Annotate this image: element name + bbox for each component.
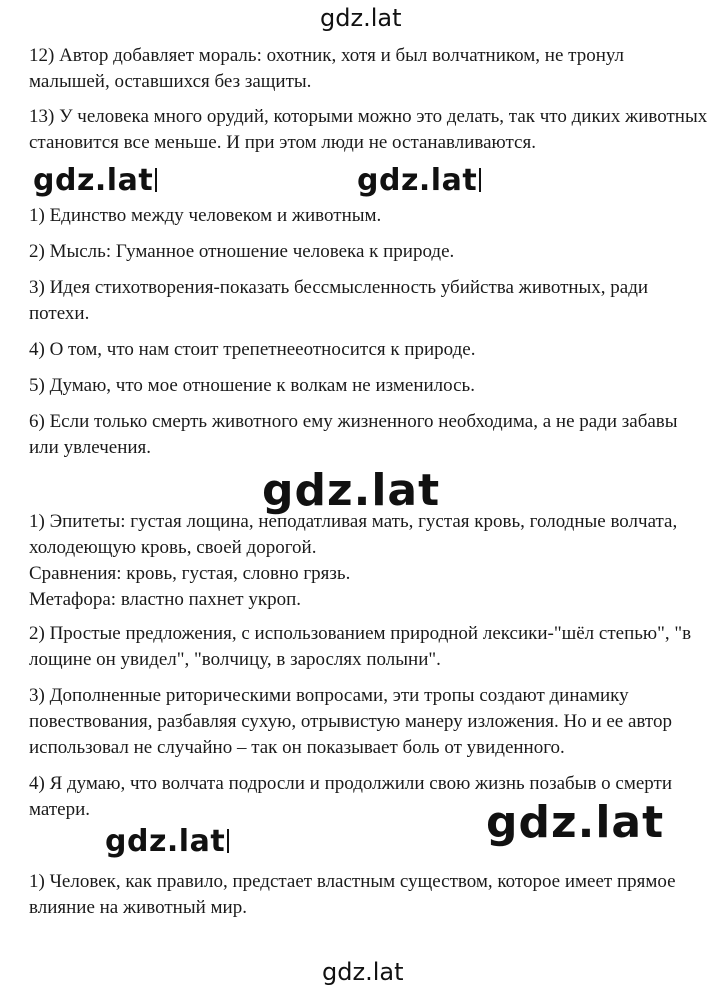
answer-12 [29, 43, 709, 95]
answer-text: 13) У человека много орудий, которыми можно это делать, так что диких животных становится все меньше. И при этом люди не останавливаются. [29, 106, 708, 153]
watermark-left-2: gdz.lat [357, 163, 481, 198]
answer-text: 12) Автор добавляет мораль: охотник, хотя и был волчатником, не тронул малышей, оставшихся без защиты. [29, 45, 625, 92]
answer-b5 [29, 373, 709, 399]
watermark-center: gdz.lat [262, 465, 441, 516]
answer-d1 [29, 869, 709, 921]
answer-c1 [29, 509, 709, 613]
answer-text: Метафора: властно пахнет укроп. [29, 589, 302, 610]
watermark-top: gdz.lat [320, 4, 402, 32]
answer-text: 1) Единство между человеком и животным. [29, 205, 382, 226]
watermark-lower-right: gdz.lat [486, 797, 665, 848]
watermark-lower-left: gdz.lat [105, 824, 229, 859]
answer-text: 3) Идея стихотворения-показать бессмысленность убийства животных, ради потехи. [29, 277, 649, 324]
answer-text: 6) Если только смерть животного ему жизненного необходима, а не ради забавы или увлечения. [29, 411, 678, 458]
answer-b3 [29, 275, 709, 327]
answer-c4 [29, 771, 709, 823]
answer-b4 [29, 337, 709, 363]
answer-text: 5) Думаю, что мое отношение к волкам не изменилось. [29, 375, 475, 396]
answer-b2 [29, 239, 709, 265]
answer-b1 [29, 203, 709, 229]
answer-c2 [29, 621, 709, 673]
answer-text: 2) Мысль: Гуманное отношение человека к природе. [29, 241, 455, 262]
answer-c3 [29, 683, 709, 761]
answer-text: Сравнения: кровь, густая, словно грязь. [29, 563, 351, 584]
answer-13 [29, 104, 709, 156]
watermark-bottom: gdz.lat [322, 958, 404, 986]
watermark-left-1: gdz.lat [33, 163, 157, 198]
answer-b6 [29, 409, 709, 461]
answer-text: 1) Эпитеты: густая лощина, неподатливая мать, густая кровь, голодные волчата, холодеющую кровь, своей дорогой. [29, 511, 678, 558]
answer-text: 4) О том, что нам стоит трепетнееотносится к природе. [29, 339, 476, 360]
answer-text: 4) Я думаю, что волчата подросли и продолжили свою жизнь позабыв о смерти матери. [29, 773, 673, 820]
answer-text: 3) Дополненные риторическими вопросами, эти тропы создают динамику повествования, разбавляя сухую, отрывистую манеру изложения. Но и ее автор использовал не случайно – так он показывает боль от увиденного. [29, 685, 672, 758]
answer-text: 1) Человек, как правило, предстает властным существом, которое имеет прямое влияние на животный мир. [29, 871, 676, 918]
answer-text: 2) Простые предложения, с использованием природной лексики-"шёл степью", "в лощине он увидел", "волчицу, в зарослях полыни". [29, 623, 692, 670]
